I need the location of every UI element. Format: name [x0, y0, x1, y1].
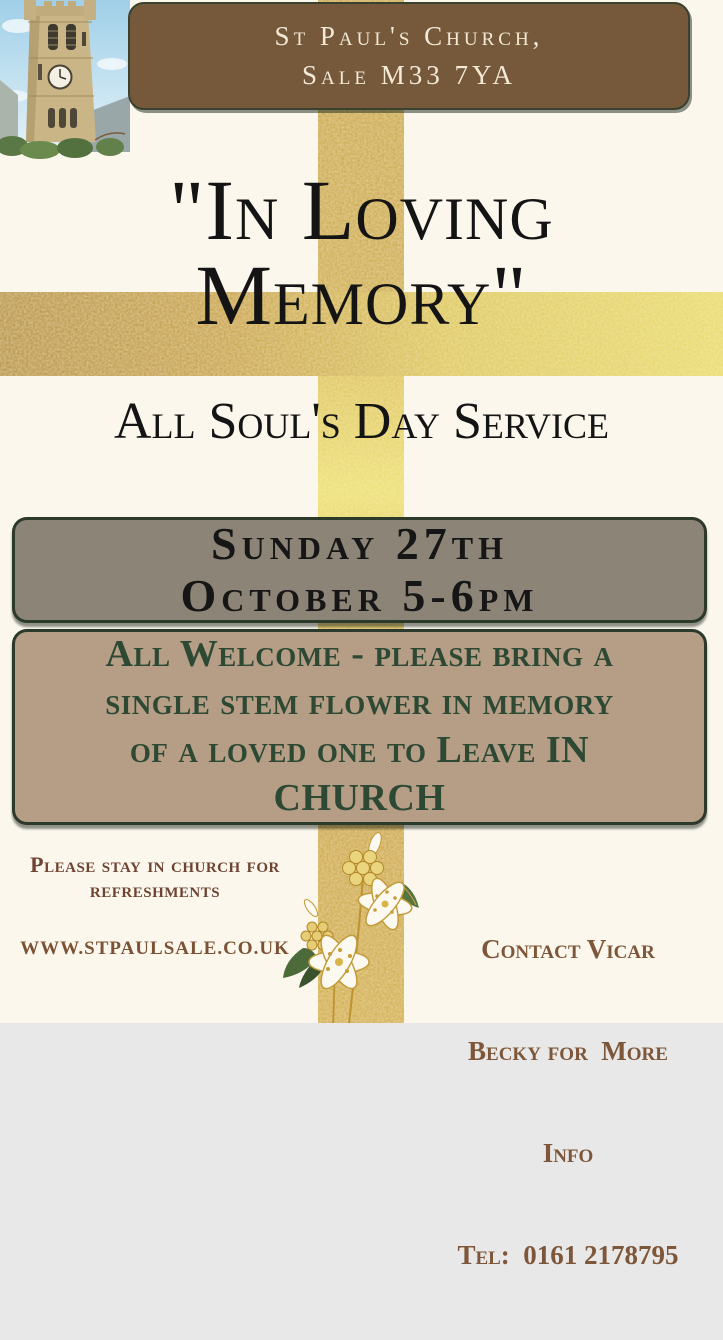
title-line-1: "In Loving [169, 162, 554, 258]
title-line-2: Memory" [195, 247, 528, 344]
contact-line-3: Info [542, 1138, 594, 1169]
refreshments-note [2, 853, 308, 902]
refreshments-line-1: Please stay in church for [30, 852, 280, 877]
welcome-line-3: of a loved one to Leave IN [129, 729, 590, 771]
refreshments-line-2: refreshments [89, 876, 221, 902]
date-line-1: Sunday 27th [211, 518, 508, 570]
contact-line-1: Contact Vicar [481, 934, 655, 965]
welcome-line-4: CHURCH [273, 776, 446, 819]
contact-line-2: Becky for More [468, 1036, 668, 1067]
contact-line-4: Tel: 0161 2178795 [457, 1240, 679, 1271]
welcome-box [12, 629, 707, 825]
banner-line-1: St Paul's Church, [274, 20, 544, 51]
page-title [0, 162, 723, 344]
banner-line-2: Sale M33 7YA [302, 60, 516, 90]
website-url: WWW.STPAULSALE.CO.UK [20, 938, 290, 959]
date-box [12, 517, 707, 623]
church-tower-photo [0, 0, 130, 152]
lily-illustration [283, 830, 441, 1028]
contact-info [426, 864, 710, 1340]
welcome-line-2: single stem flower in memory [105, 681, 614, 724]
event-subtitle: All Soul's Day Service [113, 393, 610, 450]
welcome-line-1: All Welcome - please bring a [105, 633, 614, 676]
church-address-banner [128, 2, 690, 110]
date-line-2: October 5-6pm [180, 570, 539, 621]
